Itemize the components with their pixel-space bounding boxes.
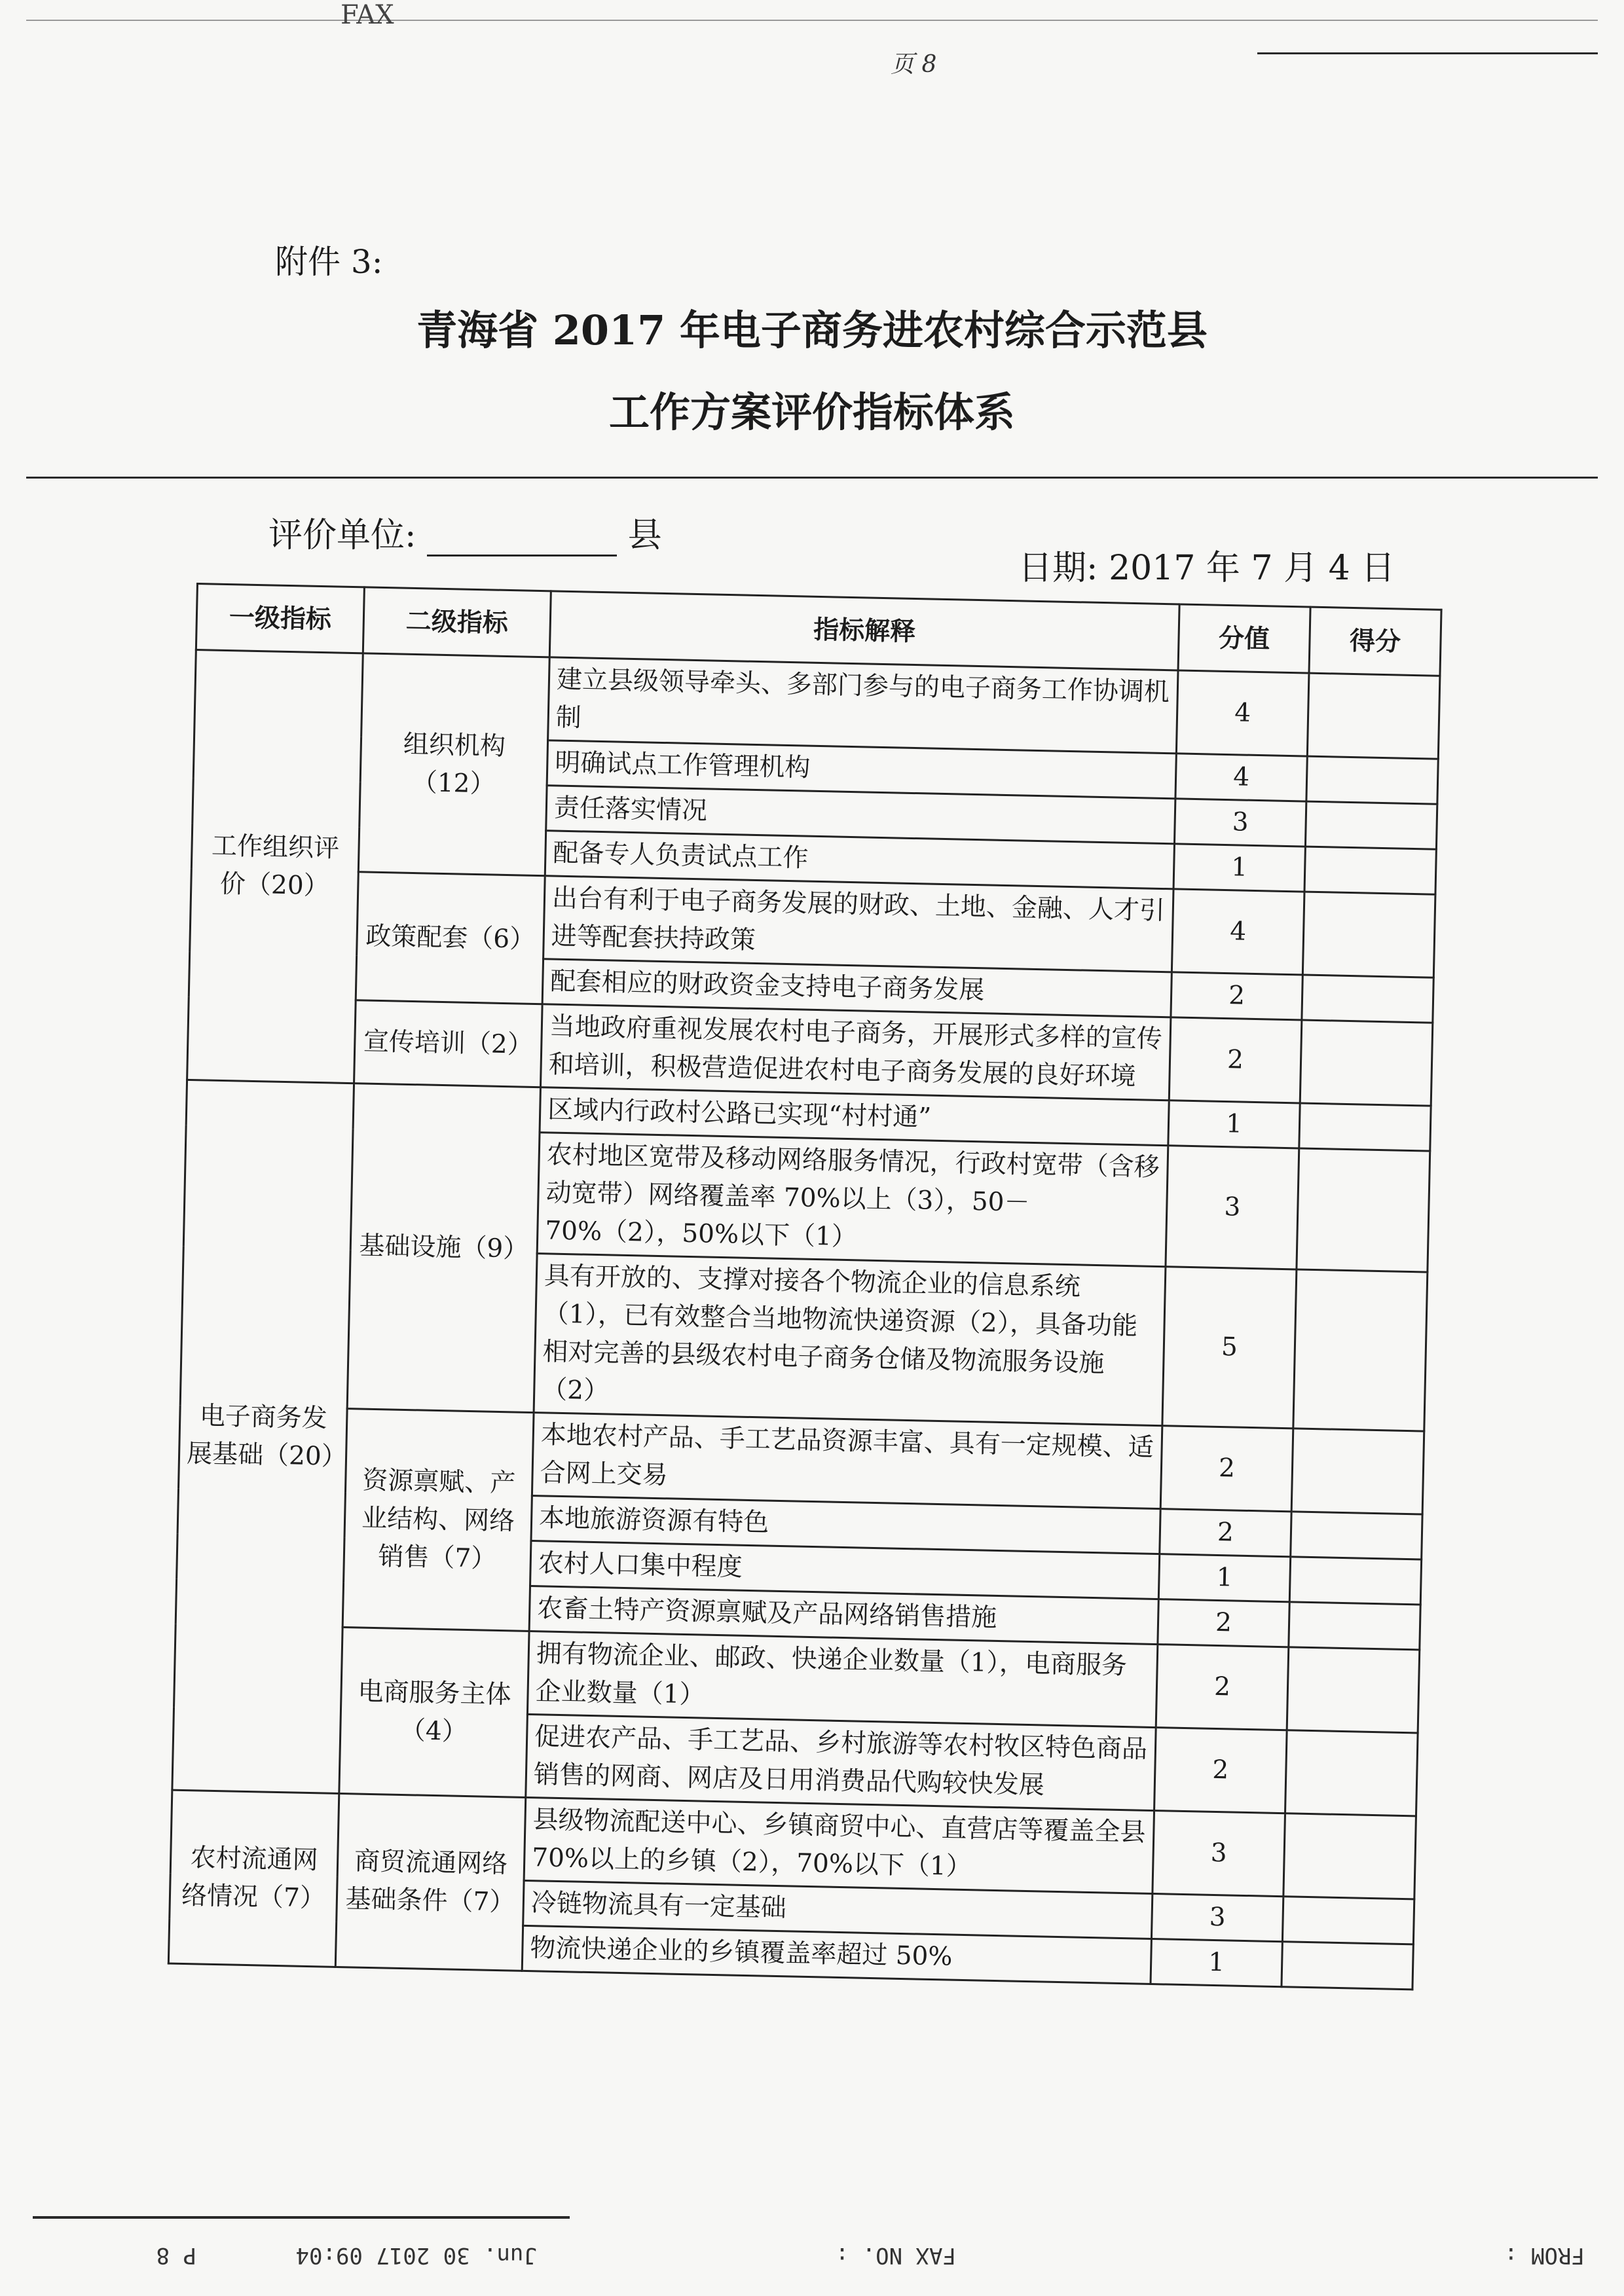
secondary-policy: 政策配套（6） — [356, 872, 545, 1004]
top-scan-edge — [26, 20, 1598, 21]
row-mark-cell[interactable] — [1302, 892, 1435, 977]
row-desc: 明确试点工作管理机构 — [547, 740, 1176, 799]
row-desc: 农村地区宽带及移动网络服务情况，行政村宽带（含移动宽带）网络覆盖率 70%以上（3），50－70%（2），50%以下（1） — [537, 1133, 1168, 1267]
row-mark-cell[interactable] — [1299, 1103, 1431, 1151]
row-score: 4 — [1175, 754, 1307, 801]
footer-timestamp: Jun. 30 2017 09:04 — [295, 2242, 537, 2269]
row-score: 3 — [1151, 1894, 1283, 1942]
row-desc: 农村人口集中程度 — [530, 1541, 1160, 1599]
secondary-service-entities: 电商服务主体（4） — [339, 1628, 529, 1798]
row-mark-cell[interactable] — [1293, 1269, 1428, 1431]
eval-unit-suffix: 县 — [627, 516, 662, 555]
fax-footer — [0, 2229, 1624, 2275]
secondary-trade-network: 商贸流通网络基础条件（7） — [335, 1793, 525, 1971]
header-score-value: 分值 — [1178, 604, 1310, 673]
row-score: 2 — [1160, 1509, 1291, 1557]
row-score: 1 — [1158, 1554, 1290, 1602]
primary-ecommerce-base: 电子商务发展基础（20） — [172, 1080, 354, 1793]
date-label: 日期: — [1018, 549, 1098, 588]
row-mark-cell[interactable] — [1291, 1429, 1424, 1514]
row-desc: 冷链物流具有一定基础 — [523, 1880, 1153, 1939]
indicator-table-sheet — [168, 583, 1441, 1990]
row-desc: 农畜土特产资源禀赋及产品网络销售措施 — [529, 1586, 1158, 1645]
row-desc: 具有开放的、支撑对接各个物流企业的信息系统（1），已有效整合当地物流快递资源（2），具备功能相对完善的县级农村电子商务仓储及物流服务设施（2） — [534, 1254, 1166, 1426]
row-desc: 拥有物流企业、邮政、快递企业数量（1），电商服务企业数量（1） — [527, 1631, 1157, 1727]
row-score: 2 — [1169, 1017, 1302, 1103]
row-desc: 当地政府重视发展农村电子商务，开展形式多样的宣传和培训，积极营造促进农村电子商务发展的良好环境 — [540, 1004, 1170, 1101]
indicator-table — [168, 583, 1443, 1990]
row-score: 3 — [1166, 1146, 1299, 1269]
secondary-training: 宣传培训（2） — [354, 1000, 543, 1087]
row-score: 4 — [1176, 670, 1309, 756]
header-secondary: 二级指标 — [363, 587, 551, 657]
footer-from: FROM : — [1504, 2242, 1585, 2269]
row-score: 3 — [1153, 1811, 1285, 1897]
footer-rule — [33, 2216, 570, 2219]
header-primary: 一级指标 — [196, 584, 364, 653]
eval-unit-label: 评价单位: — [268, 516, 416, 555]
row-desc: 本地旅游资源有特色 — [531, 1496, 1160, 1554]
row-mark-cell[interactable] — [1307, 673, 1440, 759]
row-score: 1 — [1168, 1101, 1300, 1148]
primary-work-org: 工作组织评价（20） — [187, 650, 363, 1084]
header-description: 指标解释 — [549, 591, 1179, 670]
row-desc: 出台有利于电子商务发展的财政、土地、金融、人才引进等配套扶持政策 — [544, 876, 1173, 972]
row-desc: 配套相应的财政资金支持电子商务发展 — [542, 959, 1172, 1017]
row-desc: 物流快递企业的乡镇覆盖率超过 50% — [522, 1925, 1151, 1984]
row-desc: 县级物流配送中心、乡镇商贸中心、直营店等覆盖全县 70%以上的乡镇（2），70%以下（1） — [524, 1797, 1154, 1893]
row-score: 3 — [1174, 799, 1306, 847]
row-mark-cell[interactable] — [1305, 801, 1437, 849]
row-desc: 责任落实情况 — [546, 786, 1175, 844]
row-desc: 区域内行政村公路已实现“村村通” — [540, 1087, 1169, 1146]
row-score: 5 — [1162, 1267, 1297, 1429]
row-desc: 本地农村产品、手工艺品资源丰富、具有一定规模、适合网上交易 — [532, 1413, 1162, 1509]
row-mark-cell[interactable] — [1282, 1897, 1414, 1944]
secondary-resources: 资源禀赋、产业结构、网络销售（7） — [342, 1409, 534, 1631]
row-mark-cell[interactable] — [1282, 1942, 1413, 1990]
eval-unit-blank-field[interactable] — [427, 522, 617, 556]
document-title-line1: 青海省 2017 年电子商务进农村综合示范县 — [416, 306, 1208, 354]
row-mark-cell[interactable] — [1289, 1557, 1421, 1605]
row-score: 2 — [1158, 1599, 1289, 1647]
row-score: 1 — [1173, 844, 1305, 892]
date-line — [1018, 540, 1395, 589]
page-number: 页 8 — [891, 51, 937, 78]
row-mark-cell[interactable] — [1291, 1512, 1422, 1559]
row-score: 2 — [1160, 1426, 1293, 1512]
row-score: 2 — [1154, 1728, 1287, 1813]
primary-circulation-network: 农村流通网络情况（7） — [168, 1790, 339, 1967]
footer-fax-no: FAX NO. : — [835, 2242, 956, 2269]
secondary-org-structure: 组织机构（12） — [358, 653, 549, 876]
secondary-infrastructure: 基础设施（9） — [347, 1084, 540, 1413]
row-mark-cell[interactable] — [1287, 1647, 1420, 1733]
document-title-line2: 工作方案评价指标体系 — [608, 388, 1015, 436]
row-mark-cell[interactable] — [1289, 1602, 1420, 1650]
row-desc: 促进农产品、手工艺品、乡村旅游等农村牧区特色商品销售的网商、网店及日用消费品代购较快发展 — [526, 1714, 1156, 1810]
header-fax-label: FAX — [341, 0, 394, 30]
row-mark-cell[interactable] — [1285, 1730, 1418, 1816]
row-mark-cell[interactable] — [1302, 975, 1433, 1023]
row-score: 2 — [1171, 972, 1302, 1020]
row-score: 2 — [1156, 1645, 1289, 1730]
top-right-rule — [1257, 52, 1598, 54]
header-score-given: 得分 — [1309, 607, 1441, 676]
row-mark-cell[interactable] — [1306, 756, 1438, 804]
attachment-label: 附件 3: — [275, 243, 383, 281]
header-rule — [26, 477, 1598, 479]
date-value: 2017 年 7 月 4 日 — [1109, 549, 1395, 588]
row-mark-cell[interactable] — [1283, 1813, 1416, 1899]
row-score: 1 — [1151, 1939, 1282, 1986]
eval-unit-line — [268, 507, 662, 556]
row-mark-cell[interactable] — [1297, 1148, 1430, 1272]
row-score: 4 — [1172, 889, 1304, 975]
footer-page: P 8 — [156, 2242, 196, 2269]
row-mark-cell[interactable] — [1300, 1020, 1433, 1106]
row-desc: 配备专人负责试点工作 — [545, 831, 1174, 889]
row-mark-cell[interactable] — [1304, 847, 1436, 894]
row-desc: 建立县级领导牵头、多部门参与的电子商务工作协调机制 — [548, 657, 1178, 754]
